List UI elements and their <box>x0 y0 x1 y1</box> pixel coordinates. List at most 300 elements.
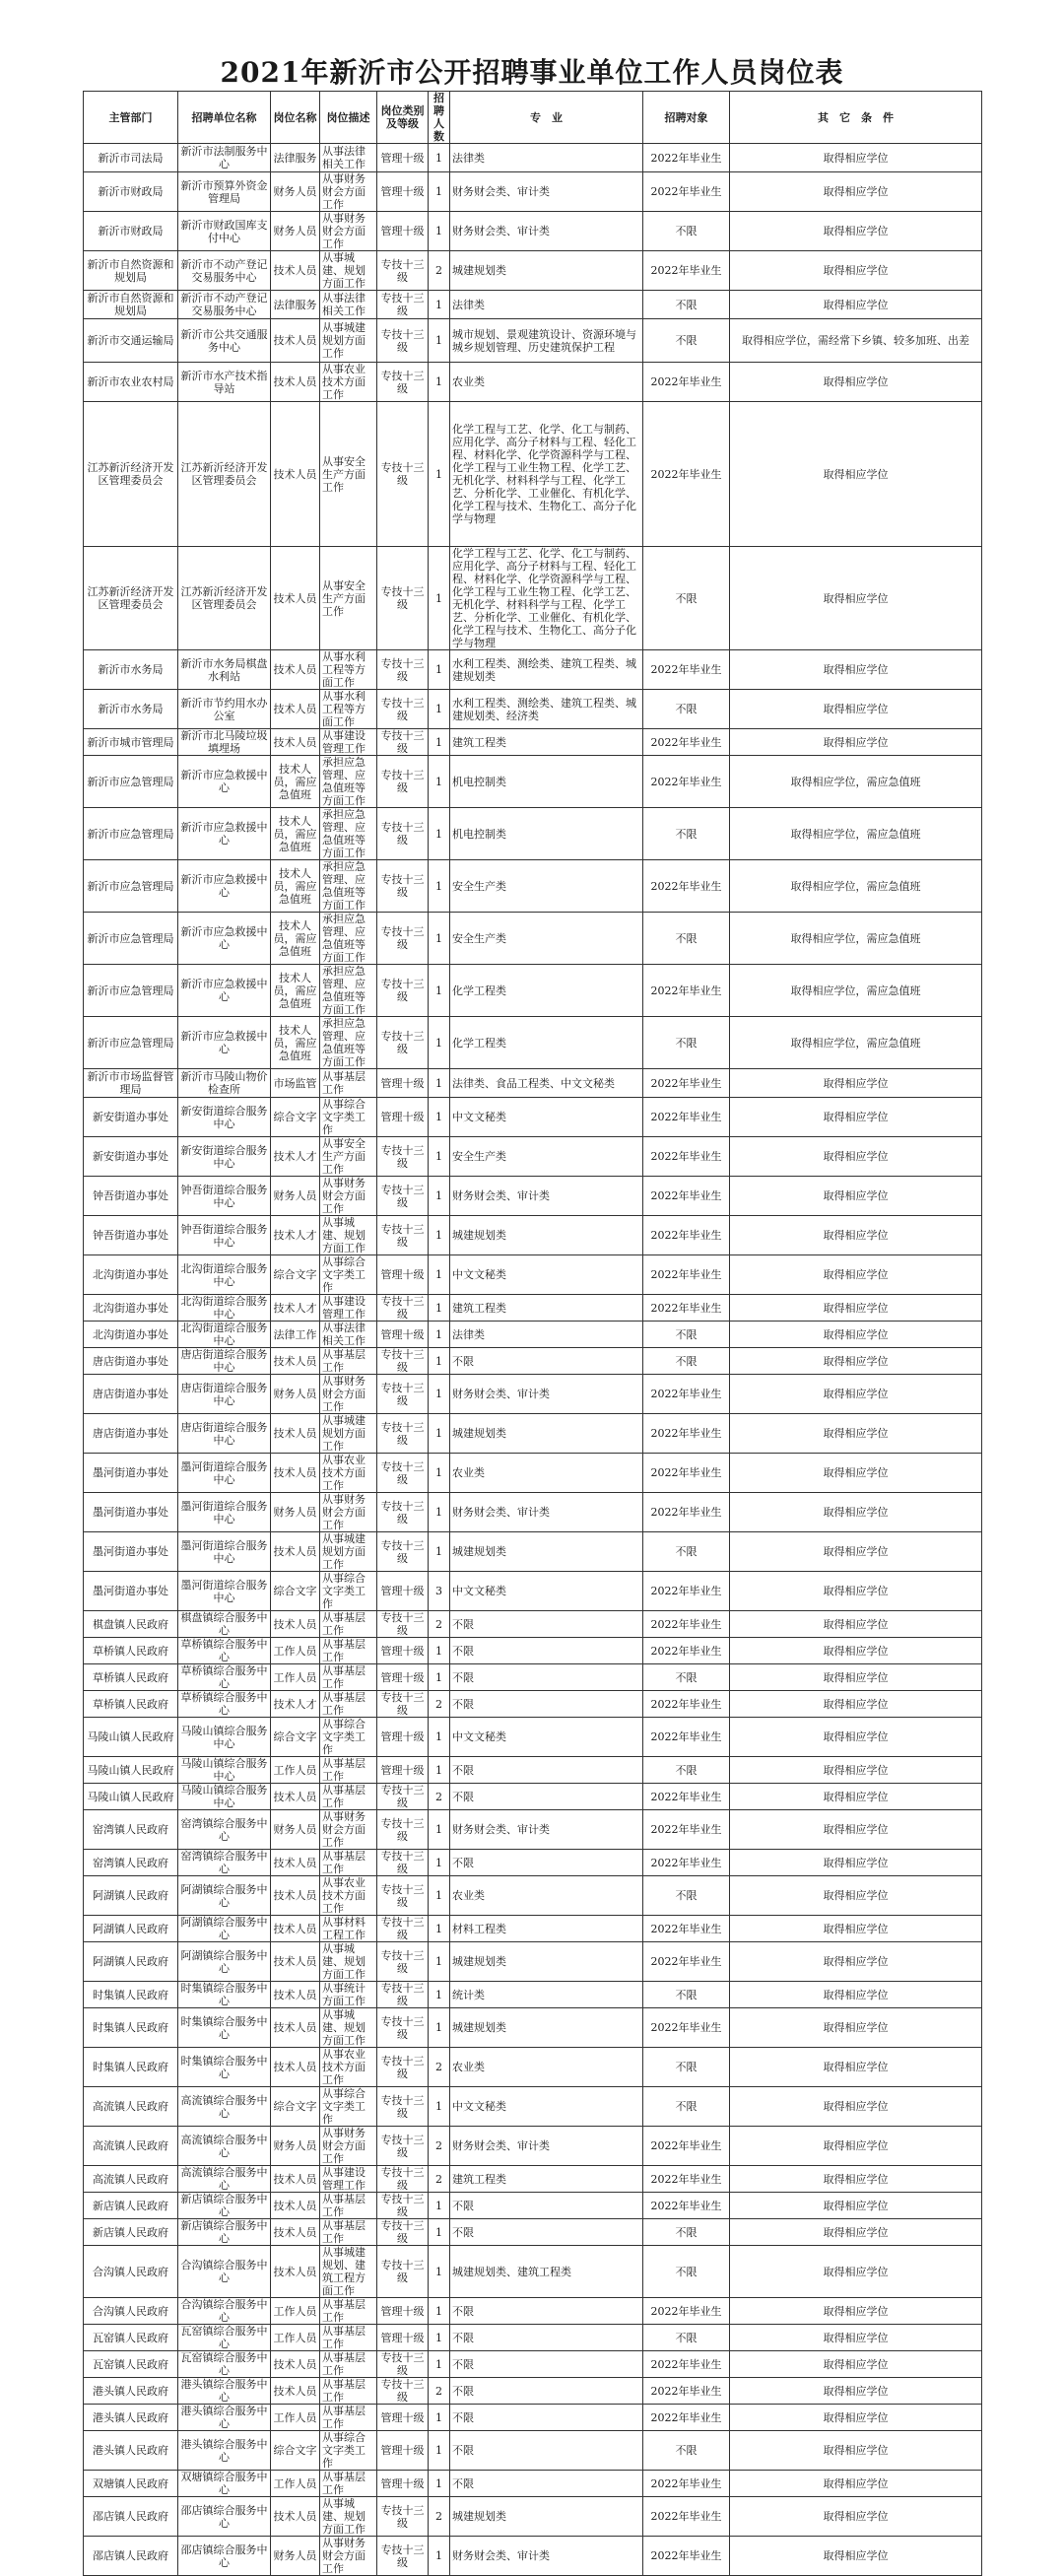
table-row <box>84 2405 982 2431</box>
unit-cell: 邵店镇综合服务中心 <box>178 2537 271 2576</box>
post-cell: 综合文字 <box>271 2431 320 2471</box>
table-row <box>84 2378 982 2405</box>
major-cell: 化学工程类 <box>450 1017 643 1069</box>
major-cell: 不限 <box>450 2431 643 2471</box>
unit-cell: 墨河街道综合服务中心 <box>178 1454 271 1493</box>
major-cell: 法律类 <box>450 144 643 172</box>
count-cell: 1 <box>429 2431 450 2471</box>
table-row <box>84 212 982 251</box>
table-row <box>84 1757 982 1784</box>
major-cell: 城建规划类 <box>450 1216 643 1255</box>
unit-cell: 钟吾街道综合服务中心 <box>178 1216 271 1255</box>
post-cell: 技术人员 <box>271 1942 320 1982</box>
desc-cell: 从事城建规划方面工作 <box>320 1414 377 1454</box>
desc-cell: 从事财务财会方面工作 <box>320 2127 377 2166</box>
dept-cell: 新安街道办事处 <box>84 1137 178 1177</box>
desc-cell: 从事基层工作 <box>320 1664 377 1691</box>
major-cell: 安全生产类 <box>450 913 643 965</box>
table-header-row <box>84 92 982 144</box>
post-cell: 技术人员，需应急值班 <box>271 1017 320 1069</box>
desc-cell: 从事基层工作 <box>320 1691 377 1718</box>
count-cell: 1 <box>429 913 450 965</box>
unit-cell: 新安街道综合服务中心 <box>178 1098 271 1137</box>
level-cell: 专技十三级 <box>377 756 429 808</box>
unit-cell: 港头镇综合服务中心 <box>178 2431 271 2471</box>
level-cell: 专技十三级 <box>377 319 429 363</box>
count-cell: 1 <box>429 1638 450 1664</box>
dept-cell: 新沂市农业农村局 <box>84 363 178 402</box>
desc-cell: 从事城建规划方面工作 <box>320 319 377 363</box>
other-cell: 取得相应学位 <box>730 1348 982 1375</box>
unit-cell: 江苏新沂经济开发区管理委员会 <box>178 402 271 547</box>
level-cell: 专技十三级 <box>377 2166 429 2193</box>
count-cell: 1 <box>429 363 450 402</box>
other-cell: 取得相应学位 <box>730 1493 982 1532</box>
dept-cell: 瓦窑镇人民政府 <box>84 2351 178 2378</box>
desc-cell: 从事基层工作 <box>320 2351 377 2378</box>
desc-cell: 从事综合文字类工作 <box>320 1718 377 1757</box>
count-cell: 1 <box>429 2087 450 2127</box>
dept-cell: 草桥镇人民政府 <box>84 1691 178 1718</box>
post-cell: 技术人员 <box>271 650 320 690</box>
target-cell: 2022年毕业生 <box>643 2298 730 2325</box>
header-cell: 其 它 条 件 <box>730 92 982 144</box>
target-cell: 不限 <box>643 2325 730 2351</box>
major-cell: 财务财会类、审计类 <box>450 172 643 212</box>
dept-cell: 高流镇人民政府 <box>84 2087 178 2127</box>
level-cell: 专技十三级 <box>377 729 429 756</box>
table-row <box>84 729 982 756</box>
post-cell: 财务人员 <box>271 2537 320 2576</box>
desc-cell: 承担应急管理、应急值班等方面工作 <box>320 860 377 913</box>
count-cell: 2 <box>429 2127 450 2166</box>
level-cell: 专技十三级 <box>377 1295 429 1322</box>
dept-cell: 新沂市应急管理局 <box>84 1017 178 1069</box>
other-cell: 取得相应学位 <box>730 2325 982 2351</box>
dept-cell: 新沂市水务局 <box>84 690 178 729</box>
post-cell: 技术人才 <box>271 1137 320 1177</box>
dept-cell: 草桥镇人民政府 <box>84 1638 178 1664</box>
desc-cell: 从事基层工作 <box>320 2219 377 2246</box>
desc-cell: 从事基层工作 <box>320 1850 377 1876</box>
table-row <box>84 2219 982 2246</box>
desc-cell: 从事安全生产方面工作 <box>320 547 377 650</box>
count-cell: 1 <box>429 860 450 913</box>
dept-cell: 新沂市应急管理局 <box>84 913 178 965</box>
desc-cell: 从事基层工作 <box>320 2471 377 2497</box>
target-cell: 2022年毕业生 <box>643 1098 730 1137</box>
major-cell: 法律类 <box>450 1322 643 1348</box>
other-cell: 取得相应学位 <box>730 1664 982 1691</box>
major-cell: 机电控制类 <box>450 808 643 860</box>
major-cell: 不限 <box>450 1850 643 1876</box>
table-row <box>84 1532 982 1572</box>
table-row <box>84 251 982 291</box>
post-cell: 技术人员，需应急值班 <box>271 860 320 913</box>
dept-cell: 马陵山镇人民政府 <box>84 1718 178 1757</box>
unit-cell: 草桥镇综合服务中心 <box>178 1691 271 1718</box>
header-cell: 专 业 <box>450 92 643 144</box>
desc-cell: 从事财务财会方面工作 <box>320 212 377 251</box>
target-cell: 2022年毕业生 <box>643 1718 730 1757</box>
desc-cell: 从事农业技术方面工作 <box>320 363 377 402</box>
post-cell: 技术人员 <box>271 2351 320 2378</box>
major-cell: 农业类 <box>450 2048 643 2087</box>
desc-cell: 从事统计方面工作 <box>320 1982 377 2008</box>
post-cell: 技术人员 <box>271 2219 320 2246</box>
other-cell: 取得相应学位，需应急值班 <box>730 860 982 913</box>
target-cell: 不限 <box>643 547 730 650</box>
target-cell: 2022年毕业生 <box>643 1916 730 1942</box>
dept-cell: 新沂市应急管理局 <box>84 965 178 1017</box>
unit-cell: 瓦窑镇综合服务中心 <box>178 2325 271 2351</box>
unit-cell: 新沂市水务局棋盘水利站 <box>178 650 271 690</box>
other-cell: 取得相应学位 <box>730 144 982 172</box>
target-cell: 不限 <box>643 212 730 251</box>
dept-cell: 时集镇人民政府 <box>84 2048 178 2087</box>
major-cell: 不限 <box>450 2471 643 2497</box>
unit-cell: 高流镇综合服务中心 <box>178 2087 271 2127</box>
desc-cell: 从事材料工程工作 <box>320 1916 377 1942</box>
post-cell: 技术人才 <box>271 1691 320 1718</box>
desc-cell: 从事农业技术方面工作 <box>320 1454 377 1493</box>
unit-cell: 唐店街道综合服务中心 <box>178 1375 271 1414</box>
level-cell: 专技十三级 <box>377 1850 429 1876</box>
other-cell: 取得相应学位 <box>730 1532 982 1572</box>
count-cell: 1 <box>429 2471 450 2497</box>
target-cell: 不限 <box>643 1664 730 1691</box>
count-cell: 1 <box>429 1348 450 1375</box>
dept-cell: 墨河街道办事处 <box>84 1532 178 1572</box>
target-cell: 2022年毕业生 <box>643 2471 730 2497</box>
post-cell: 技术人员 <box>271 1532 320 1572</box>
post-cell: 财务人员 <box>271 1375 320 1414</box>
count-cell: 1 <box>429 2219 450 2246</box>
major-cell: 安全生产类 <box>450 860 643 913</box>
target-cell: 不限 <box>643 1322 730 1348</box>
unit-cell: 时集镇综合服务中心 <box>178 2008 271 2048</box>
table-row <box>84 1375 982 1414</box>
count-cell: 1 <box>429 1532 450 1572</box>
level-cell: 专技十三级 <box>377 1493 429 1532</box>
post-cell: 技术人员，需应急值班 <box>271 965 320 1017</box>
dept-cell: 邵店镇人民政府 <box>84 2537 178 2576</box>
dept-cell: 窑湾镇人民政府 <box>84 1810 178 1850</box>
dept-cell: 江苏新沂经济开发区管理委员会 <box>84 547 178 650</box>
dept-cell: 钟吾街道办事处 <box>84 1177 178 1216</box>
level-cell: 管理十级 <box>377 172 429 212</box>
unit-cell: 新沂市应急救援中心 <box>178 860 271 913</box>
other-cell: 取得相应学位 <box>730 2166 982 2193</box>
target-cell: 2022年毕业生 <box>643 1137 730 1177</box>
count-cell: 2 <box>429 1691 450 1718</box>
header-cell: 岗位描述 <box>320 92 377 144</box>
major-cell: 城建规划类 <box>450 1414 643 1454</box>
unit-cell: 双塘镇综合服务中心 <box>178 2471 271 2497</box>
other-cell: 取得相应学位 <box>730 2431 982 2471</box>
major-cell: 中文文秘类 <box>450 1255 643 1295</box>
target-cell: 2022年毕业生 <box>643 1177 730 1216</box>
major-cell: 建筑工程类 <box>450 1295 643 1322</box>
table-row <box>84 2048 982 2087</box>
unit-cell: 草桥镇综合服务中心 <box>178 1664 271 1691</box>
level-cell: 管理十级 <box>377 1718 429 1757</box>
count-cell: 1 <box>429 1137 450 1177</box>
post-cell: 技术人员 <box>271 251 320 291</box>
count-cell: 1 <box>429 1718 450 1757</box>
level-cell: 管理十级 <box>377 144 429 172</box>
table-row <box>84 1691 982 1718</box>
count-cell: 2 <box>429 2166 450 2193</box>
target-cell: 2022年毕业生 <box>643 2351 730 2378</box>
other-cell: 取得相应学位 <box>730 1784 982 1810</box>
level-cell: 管理十级 <box>377 1572 429 1611</box>
major-cell: 财务财会类、审计类 <box>450 2127 643 2166</box>
major-cell: 财务财会类、审计类 <box>450 1493 643 1532</box>
desc-cell: 从事基层工作 <box>320 1784 377 1810</box>
level-cell: 管理十级 <box>377 1069 429 1098</box>
unit-cell: 新沂市应急救援中心 <box>178 1017 271 1069</box>
dept-cell: 马陵山镇人民政府 <box>84 1784 178 1810</box>
desc-cell: 承担应急管理、应急值班等方面工作 <box>320 756 377 808</box>
target-cell: 2022年毕业生 <box>643 2127 730 2166</box>
header-cell: 主管部门 <box>84 92 178 144</box>
other-cell: 取得相应学位 <box>730 2048 982 2087</box>
target-cell: 不限 <box>643 913 730 965</box>
count-cell: 1 <box>429 1810 450 1850</box>
target-cell: 2022年毕业生 <box>643 1375 730 1414</box>
table-row <box>84 1718 982 1757</box>
count-cell: 1 <box>429 690 450 729</box>
other-cell: 取得相应学位 <box>730 1810 982 1850</box>
dept-cell: 窑湾镇人民政府 <box>84 1850 178 1876</box>
level-cell: 专技十三级 <box>377 690 429 729</box>
table-row <box>84 1916 982 1942</box>
level-cell: 专技十三级 <box>377 1414 429 1454</box>
desc-cell: 从事水利工程等方面工作 <box>320 650 377 690</box>
unit-cell: 时集镇综合服务中心 <box>178 2048 271 2087</box>
unit-cell: 时集镇综合服务中心 <box>178 1982 271 2008</box>
other-cell: 取得相应学位 <box>730 172 982 212</box>
target-cell: 不限 <box>643 808 730 860</box>
dept-cell: 新安街道办事处 <box>84 1098 178 1137</box>
table-row <box>84 965 982 1017</box>
level-cell: 管理十级 <box>377 212 429 251</box>
dept-cell: 新沂市财政局 <box>84 212 178 251</box>
desc-cell: 承担应急管理、应急值班等方面工作 <box>320 965 377 1017</box>
level-cell: 专技十三级 <box>377 402 429 547</box>
level-cell: 专技十三级 <box>377 2537 429 2576</box>
count-cell: 1 <box>429 2246 450 2298</box>
unit-cell: 新沂市应急救援中心 <box>178 965 271 1017</box>
dept-cell: 新沂市应急管理局 <box>84 808 178 860</box>
level-cell: 专技十三级 <box>377 1810 429 1850</box>
table-row <box>84 172 982 212</box>
post-cell: 技术人员 <box>271 363 320 402</box>
major-cell: 财务财会类、审计类 <box>450 2537 643 2576</box>
unit-cell: 草桥镇综合服务中心 <box>178 1638 271 1664</box>
header-cell: 招聘单位名称 <box>178 92 271 144</box>
level-cell: 专技十三级 <box>377 1532 429 1572</box>
level-cell: 管理十级 <box>377 1664 429 1691</box>
other-cell: 取得相应学位 <box>730 2219 982 2246</box>
count-cell: 1 <box>429 1454 450 1493</box>
table-row <box>84 1454 982 1493</box>
unit-cell: 马陵山镇综合服务中心 <box>178 1718 271 1757</box>
table-row <box>84 1850 982 1876</box>
unit-cell: 墨河街道综合服务中心 <box>178 1572 271 1611</box>
level-cell: 专技十三级 <box>377 2246 429 2298</box>
dept-cell: 唐店街道办事处 <box>84 1414 178 1454</box>
desc-cell: 从事城建、规划方面工作 <box>320 2497 377 2537</box>
target-cell: 不限 <box>643 1876 730 1916</box>
target-cell: 2022年毕业生 <box>643 251 730 291</box>
table-row <box>84 1216 982 1255</box>
other-cell: 取得相应学位 <box>730 650 982 690</box>
table-row <box>84 913 982 965</box>
post-cell: 技术人员 <box>271 319 320 363</box>
major-cell: 统计类 <box>450 1982 643 2008</box>
table-row <box>84 2298 982 2325</box>
post-cell: 技术人员 <box>271 1916 320 1942</box>
count-cell: 1 <box>429 212 450 251</box>
other-cell: 取得相应学位，需应急值班 <box>730 756 982 808</box>
dept-cell: 新沂市市场监督管理局 <box>84 1069 178 1098</box>
table-row <box>84 363 982 402</box>
count-cell: 1 <box>429 291 450 319</box>
table-row <box>84 2351 982 2378</box>
unit-cell: 合沟镇综合服务中心 <box>178 2298 271 2325</box>
unit-cell: 墨河街道综合服务中心 <box>178 1493 271 1532</box>
level-cell: 专技十三级 <box>377 1611 429 1638</box>
other-cell: 取得相应学位 <box>730 1942 982 1982</box>
table-row <box>84 1137 982 1177</box>
major-cell: 财务财会类、审计类 <box>450 1375 643 1414</box>
other-cell: 取得相应学位 <box>730 729 982 756</box>
post-cell: 工作人员 <box>271 1664 320 1691</box>
target-cell: 2022年毕业生 <box>643 2497 730 2537</box>
table-body <box>84 144 982 2576</box>
post-cell: 法律工作 <box>271 1322 320 1348</box>
major-cell: 建筑工程类 <box>450 2166 643 2193</box>
post-cell: 综合文字 <box>271 1718 320 1757</box>
post-cell: 工作人员 <box>271 2325 320 2351</box>
post-cell: 财务人员 <box>271 1810 320 1850</box>
level-cell: 管理十级 <box>377 1098 429 1137</box>
table-row <box>84 2008 982 2048</box>
post-cell: 综合文字 <box>271 1098 320 1137</box>
table-row <box>84 1810 982 1850</box>
count-cell: 1 <box>429 144 450 172</box>
post-cell: 技术人员 <box>271 1454 320 1493</box>
unit-cell: 唐店街道综合服务中心 <box>178 1348 271 1375</box>
target-cell: 2022年毕业生 <box>643 1850 730 1876</box>
target-cell: 2022年毕业生 <box>643 1069 730 1098</box>
positions-table-container <box>83 91 981 2576</box>
table-row <box>84 1255 982 1295</box>
count-cell: 1 <box>429 1069 450 1098</box>
target-cell: 2022年毕业生 <box>643 1255 730 1295</box>
count-cell: 2 <box>429 1784 450 1810</box>
unit-cell: 棋盘镇综合服务中心 <box>178 1611 271 1638</box>
desc-cell: 从事基层工作 <box>320 2405 377 2431</box>
count-cell: 1 <box>429 650 450 690</box>
unit-cell: 新沂市财政国库支付中心 <box>178 212 271 251</box>
unit-cell: 马陵山镇综合服务中心 <box>178 1784 271 1810</box>
dept-cell: 邵店镇人民政府 <box>84 2497 178 2537</box>
unit-cell: 新沂市马陵山物价检查所 <box>178 1069 271 1098</box>
desc-cell: 从事综合文字类工作 <box>320 2087 377 2127</box>
major-cell: 法律类、食品工程类、中文文秘类 <box>450 1069 643 1098</box>
target-cell: 不限 <box>643 690 730 729</box>
dept-cell: 棋盘镇人民政府 <box>84 1611 178 1638</box>
other-cell: 取得相应学位 <box>730 690 982 729</box>
desc-cell: 从事城建规划、建筑工程方面工作 <box>320 2246 377 2298</box>
unit-cell: 高流镇综合服务中心 <box>178 2166 271 2193</box>
desc-cell: 从事基层工作 <box>320 2378 377 2405</box>
level-cell: 管理十级 <box>377 2298 429 2325</box>
level-cell: 专技十三级 <box>377 1348 429 1375</box>
unit-cell: 新沂市节约用水办公室 <box>178 690 271 729</box>
unit-cell: 瓦窑镇综合服务中心 <box>178 2351 271 2378</box>
other-cell: 取得相应学位 <box>730 363 982 402</box>
target-cell: 不限 <box>643 1017 730 1069</box>
desc-cell: 从事基层工作 <box>320 2193 377 2219</box>
target-cell: 2022年毕业生 <box>643 650 730 690</box>
unit-cell: 新沂市法制服务中心 <box>178 144 271 172</box>
post-cell: 财务人员 <box>271 212 320 251</box>
desc-cell: 从事基层工作 <box>320 2325 377 2351</box>
other-cell: 取得相应学位 <box>730 1572 982 1611</box>
other-cell: 取得相应学位 <box>730 1098 982 1137</box>
unit-cell: 新沂市水产技术指导站 <box>178 363 271 402</box>
desc-cell: 承担应急管理、应急值班等方面工作 <box>320 913 377 965</box>
other-cell: 取得相应学位 <box>730 547 982 650</box>
desc-cell: 从事财务财会方面工作 <box>320 1375 377 1414</box>
post-cell: 工作人员 <box>271 2471 320 2497</box>
post-cell: 财务人员 <box>271 172 320 212</box>
target-cell: 2022年毕业生 <box>643 1572 730 1611</box>
dept-cell: 唐店街道办事处 <box>84 1375 178 1414</box>
table-row <box>84 1069 982 1098</box>
major-cell: 农业类 <box>450 1454 643 1493</box>
major-cell: 不限 <box>450 1784 643 1810</box>
table-row <box>84 808 982 860</box>
post-cell: 技术人员 <box>271 1611 320 1638</box>
other-cell: 取得相应学位，需经常下乡镇、较多加班、出差 <box>730 319 982 363</box>
unit-cell: 港头镇综合服务中心 <box>178 2378 271 2405</box>
desc-cell: 从事建设管理工作 <box>320 729 377 756</box>
desc-cell: 从事财务财会方面工作 <box>320 2537 377 2576</box>
post-cell: 工作人员 <box>271 2298 320 2325</box>
table-row <box>84 1942 982 1982</box>
desc-cell: 从事财务财会方面工作 <box>320 1493 377 1532</box>
count-cell: 1 <box>429 172 450 212</box>
desc-cell: 从事财务财会方面工作 <box>320 1177 377 1216</box>
count-cell: 1 <box>429 756 450 808</box>
dept-cell: 墨河街道办事处 <box>84 1493 178 1532</box>
level-cell: 专技十三级 <box>377 1691 429 1718</box>
dept-cell: 港头镇人民政府 <box>84 2378 178 2405</box>
table-row <box>84 2471 982 2497</box>
desc-cell: 从事城建、规划方面工作 <box>320 251 377 291</box>
target-cell: 不限 <box>643 1757 730 1784</box>
unit-cell: 新沂市应急救援中心 <box>178 808 271 860</box>
desc-cell: 从事基层工作 <box>320 1757 377 1784</box>
unit-cell: 江苏新沂经济开发区管理委员会 <box>178 547 271 650</box>
level-cell: 专技十三级 <box>377 2127 429 2166</box>
dept-cell: 新沂市城市管理局 <box>84 729 178 756</box>
